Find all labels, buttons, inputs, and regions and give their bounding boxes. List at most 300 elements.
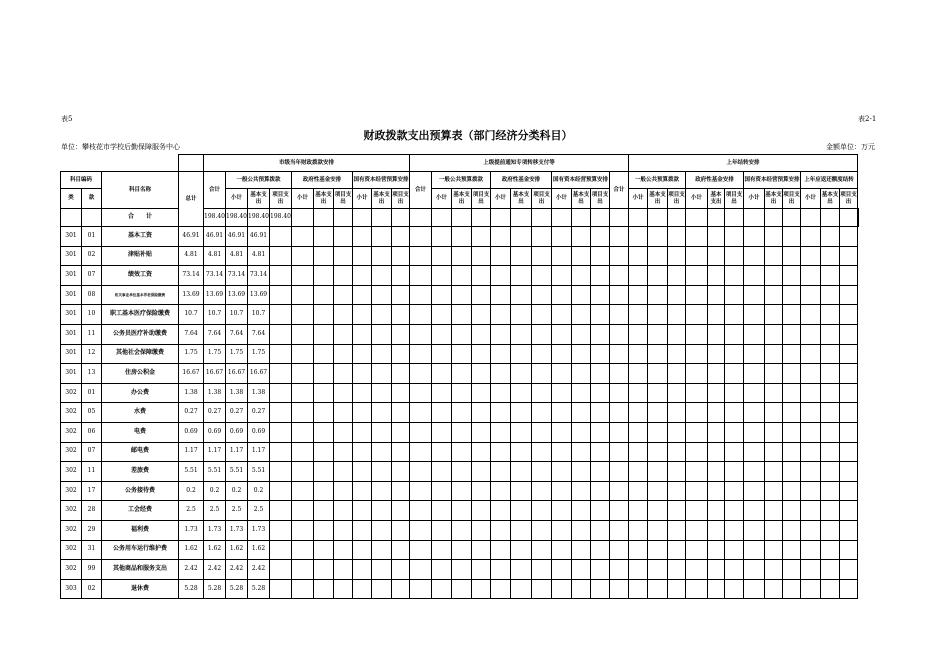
empty-cell [648, 481, 668, 501]
empty-cell [334, 227, 353, 247]
header-g1-general: 一般公共预算拨款 [226, 172, 292, 189]
empty-cell [765, 520, 783, 540]
empty-cell [353, 422, 372, 442]
empty-cell [552, 520, 572, 540]
empty-cell [491, 285, 511, 305]
empty-cell [270, 540, 292, 560]
empty-cell [668, 462, 686, 482]
empty-cell [821, 246, 840, 266]
empty-cell [491, 481, 511, 501]
empty-cell [686, 364, 708, 384]
empty-cell [801, 285, 821, 305]
empty-cell [591, 501, 610, 521]
empty-cell [472, 560, 491, 580]
header-basic-6: 基本支出 [572, 189, 591, 209]
empty-cell [686, 520, 708, 540]
empty-cell [472, 266, 491, 286]
empty-cell [334, 481, 353, 501]
category-cell [61, 209, 82, 227]
empty-cell [372, 227, 392, 247]
empty-cell [668, 422, 686, 442]
empty-cell [648, 501, 668, 521]
empty-cell [648, 520, 668, 540]
empty-cell [629, 227, 648, 247]
empty-cell [629, 520, 648, 540]
empty-cell [452, 501, 472, 521]
header-g1-sum: 合计 [204, 172, 226, 209]
empty-cell [610, 520, 629, 540]
empty-cell [353, 579, 372, 599]
empty-cell [821, 540, 840, 560]
empty-cell [629, 324, 648, 344]
empty-cell [572, 266, 591, 286]
empty-cell [708, 462, 725, 482]
total-cell: 198.40 [204, 209, 226, 227]
empty-cell [270, 344, 292, 364]
empty-cell [472, 481, 491, 501]
empty-cell [783, 403, 801, 423]
empty-cell [591, 442, 610, 462]
empty-cell [783, 520, 801, 540]
empty-cell [372, 364, 392, 384]
empty-cell [432, 246, 452, 266]
empty-cell [765, 305, 783, 325]
empty-cell [744, 324, 765, 344]
empty-cell [452, 364, 472, 384]
empty-cell [744, 246, 765, 266]
empty-cell [821, 579, 840, 599]
empty-cell [668, 481, 686, 501]
empty-cell [314, 422, 334, 442]
empty-cell [591, 285, 610, 305]
empty-cell [765, 344, 783, 364]
empty-cell [668, 344, 686, 364]
empty-cell [270, 403, 292, 423]
budget-table [60, 154, 859, 599]
g1-subtotal-cell: 2.5 [226, 501, 248, 521]
empty-cell [821, 227, 840, 247]
empty-cell [392, 422, 410, 442]
empty-cell [840, 540, 858, 560]
empty-cell [432, 364, 452, 384]
header-subtotal-10: 小计 [801, 189, 821, 209]
empty-cell [725, 364, 744, 384]
empty-cell [572, 227, 591, 247]
empty-cell [629, 481, 648, 501]
subject-name-cell: 公务员医疗补助缴费 [102, 324, 179, 344]
g1-sum-cell: 16.67 [204, 364, 226, 384]
empty-cell [372, 442, 392, 462]
g1-sum-cell: 1.62 [204, 540, 226, 560]
empty-cell [511, 560, 532, 580]
empty-cell [314, 501, 334, 521]
empty-cell [353, 305, 372, 325]
empty-cell [491, 422, 511, 442]
empty-cell [821, 364, 840, 384]
empty-cell [314, 560, 334, 580]
header-g3-fund: 政府性基金安排 [686, 172, 744, 189]
empty-cell [392, 344, 410, 364]
header-subtotal-6: 小计 [552, 189, 572, 209]
empty-cell [432, 462, 452, 482]
page-title: 财政拨款支出预算表（部门经济分类科目） [363, 129, 573, 142]
empty-cell [725, 344, 744, 364]
empty-cell [334, 540, 353, 560]
empty-cell [765, 364, 783, 384]
g1-subtotal-cell: 0.2 [226, 481, 248, 501]
empty-cell [783, 540, 801, 560]
total-cell: 4.81 [179, 246, 204, 266]
empty-cell [511, 579, 532, 599]
empty-cell [314, 364, 334, 384]
g1-sum-cell: 2.5 [204, 501, 226, 521]
empty-cell [410, 403, 432, 423]
empty-cell [591, 266, 610, 286]
category-cell: 301 [61, 285, 82, 305]
g1-basic-cell: 1.17 [248, 442, 270, 462]
empty-cell [532, 209, 552, 227]
empty-cell [591, 422, 610, 442]
empty-cell [292, 520, 314, 540]
empty-cell [410, 383, 432, 403]
empty-cell [648, 422, 668, 442]
empty-cell [292, 324, 314, 344]
header-basic-2: 基本支出 [314, 189, 334, 209]
empty-cell [353, 324, 372, 344]
empty-cell [840, 227, 858, 247]
empty-cell [432, 579, 452, 599]
header-project-9: 项目支出 [783, 189, 801, 209]
empty-cell [511, 227, 532, 247]
empty-cell [292, 540, 314, 560]
empty-cell [801, 227, 821, 247]
empty-cell [334, 364, 353, 384]
header-g3-general: 一般公共预算拨款 [629, 172, 686, 189]
empty-cell [801, 560, 821, 580]
header-g3-return: 上年应返还额度结转 [801, 172, 858, 189]
empty-cell [744, 305, 765, 325]
empty-cell [511, 246, 532, 266]
item-cell [82, 209, 102, 227]
empty-cell [821, 344, 840, 364]
empty-cell [610, 246, 629, 266]
empty-cell [392, 285, 410, 305]
empty-cell [314, 305, 334, 325]
table-row [61, 540, 859, 560]
empty-cell [629, 344, 648, 364]
header-total: 总计 [179, 172, 204, 227]
empty-cell [552, 305, 572, 325]
empty-cell [744, 285, 765, 305]
total-cell: 46.91 [179, 227, 204, 247]
empty-cell [353, 227, 372, 247]
empty-cell [372, 422, 392, 442]
empty-cell [610, 285, 629, 305]
empty-cell [840, 501, 858, 521]
empty-cell [821, 560, 840, 580]
empty-cell [314, 462, 334, 482]
empty-cell [591, 209, 610, 227]
empty-cell [668, 324, 686, 344]
item-cell: 29 [82, 520, 102, 540]
empty-cell [472, 462, 491, 482]
empty-cell [314, 324, 334, 344]
empty-cell [572, 481, 591, 501]
g1-subtotal-cell: 16.67 [226, 364, 248, 384]
empty-cell [610, 462, 629, 482]
header-basic-5: 基本支出 [511, 189, 532, 209]
empty-cell [629, 246, 648, 266]
g1-basic-cell: 73.14 [248, 266, 270, 286]
empty-cell [452, 520, 472, 540]
empty-cell [410, 422, 432, 442]
empty-cell [334, 422, 353, 442]
form-number: 表5 [61, 115, 73, 123]
empty-cell [452, 422, 472, 442]
header-subject-code: 科目编码 [61, 172, 102, 189]
empty-cell [292, 344, 314, 364]
empty-cell [532, 324, 552, 344]
empty-cell [801, 324, 821, 344]
empty-cell [708, 501, 725, 521]
table-row [61, 403, 859, 423]
header-basic-7: 基本支出 [648, 189, 668, 209]
empty-cell [725, 579, 744, 599]
empty-cell [629, 540, 648, 560]
empty-cell [511, 520, 532, 540]
empty-cell [821, 462, 840, 482]
empty-cell [840, 246, 858, 266]
total-cell: 73.14 [179, 266, 204, 286]
item-cell: 02 [82, 579, 102, 599]
empty-cell [610, 481, 629, 501]
empty-cell [511, 422, 532, 442]
empty-cell [708, 324, 725, 344]
header-basic-1: 基本支出 [248, 189, 270, 209]
header-project-4: 项目支出 [472, 189, 491, 209]
header-basic-8: 基本支出 [708, 189, 725, 209]
total-cell: 0.27 [179, 403, 204, 423]
empty-cell [801, 501, 821, 521]
g1-subtotal-cell: 46.91 [226, 227, 248, 247]
empty-cell [572, 285, 591, 305]
empty-cell [629, 501, 648, 521]
empty-cell [744, 462, 765, 482]
empty-cell [432, 422, 452, 442]
empty-cell [783, 462, 801, 482]
empty-cell [552, 422, 572, 442]
empty-cell [821, 383, 840, 403]
empty-cell [648, 462, 668, 482]
empty-cell [821, 501, 840, 521]
empty-cell [452, 579, 472, 599]
empty-cell [686, 560, 708, 580]
header-basic-10: 基本支出 [821, 189, 840, 209]
subject-name-cell: 差旅费 [102, 462, 179, 482]
empty-cell [708, 520, 725, 540]
empty-cell [552, 579, 572, 599]
empty-cell [725, 422, 744, 442]
empty-cell [821, 481, 840, 501]
g1-subtotal-cell: 2.42 [226, 560, 248, 580]
unit-label: 单位：攀枝花市学校后勤保障服务中心 [61, 143, 180, 151]
empty-cell [511, 462, 532, 482]
empty-cell [668, 403, 686, 423]
header-g2-fund: 政府性基金安排 [491, 172, 552, 189]
empty-cell [432, 305, 452, 325]
empty-cell [821, 403, 840, 423]
empty-cell [765, 403, 783, 423]
empty-cell [452, 481, 472, 501]
g1-basic-cell: 198.40 [270, 209, 292, 227]
empty-cell [708, 305, 725, 325]
total-cell: 1.38 [179, 383, 204, 403]
empty-cell [270, 246, 292, 266]
empty-cell [334, 501, 353, 521]
empty-cell [668, 560, 686, 580]
empty-cell [552, 246, 572, 266]
empty-cell [314, 403, 334, 423]
empty-cell [532, 403, 552, 423]
empty-cell [610, 442, 629, 462]
empty-cell [686, 266, 708, 286]
g1-subtotal-cell: 73.14 [226, 266, 248, 286]
empty-cell [572, 462, 591, 482]
empty-cell [511, 501, 532, 521]
empty-cell [668, 209, 686, 227]
g1-basic-cell: 13.69 [248, 285, 270, 305]
empty-cell [353, 540, 372, 560]
empty-cell [744, 364, 765, 384]
empty-cell [452, 442, 472, 462]
empty-cell [783, 209, 801, 227]
empty-cell [511, 383, 532, 403]
empty-cell [334, 209, 353, 227]
empty-cell [334, 579, 353, 599]
item-cell: 07 [82, 266, 102, 286]
empty-cell [801, 462, 821, 482]
empty-cell [591, 227, 610, 247]
subject-name-cell: 工会经费 [102, 501, 179, 521]
empty-cell [392, 383, 410, 403]
empty-cell [410, 481, 432, 501]
category-cell: 302 [61, 540, 82, 560]
empty-cell [591, 540, 610, 560]
empty-cell [410, 560, 432, 580]
empty-cell [708, 285, 725, 305]
empty-cell [610, 227, 629, 247]
empty-cell [591, 364, 610, 384]
total-cell: 1.62 [179, 540, 204, 560]
g1-subtotal-cell: 5.28 [226, 579, 248, 599]
empty-cell [270, 266, 292, 286]
g1-basic-cell: 1.75 [248, 344, 270, 364]
empty-cell [648, 266, 668, 286]
empty-cell [725, 209, 744, 227]
empty-cell [472, 422, 491, 442]
header-project-3: 项目支出 [392, 189, 410, 209]
empty-cell [353, 209, 372, 227]
g1-basic-cell: 7.64 [248, 324, 270, 344]
empty-cell [686, 462, 708, 482]
total-cell: 1.73 [179, 520, 204, 540]
empty-cell [629, 579, 648, 599]
g1-subtotal-cell: 10.7 [226, 305, 248, 325]
empty-cell [821, 305, 840, 325]
g1-sum-cell: 13.69 [204, 285, 226, 305]
empty-cell [591, 560, 610, 580]
empty-cell [314, 520, 334, 540]
category-cell: 302 [61, 403, 82, 423]
header-transfer: 上级提前通知专项转移支付等 [410, 155, 629, 172]
g1-sum-cell: 0.69 [204, 422, 226, 442]
empty-cell [410, 520, 432, 540]
empty-cell [452, 285, 472, 305]
header-g2-sum: 合计 [410, 172, 432, 209]
empty-cell [410, 501, 432, 521]
empty-cell [801, 520, 821, 540]
empty-cell [314, 344, 334, 364]
empty-cell [648, 344, 668, 364]
empty-cell [392, 403, 410, 423]
empty-cell [552, 383, 572, 403]
g1-basic-cell: 0.2 [248, 481, 270, 501]
empty-cell [452, 305, 472, 325]
category-cell: 301 [61, 266, 82, 286]
empty-cell [334, 285, 353, 305]
category-cell: 302 [61, 520, 82, 540]
empty-cell [552, 462, 572, 482]
header-subtotal-3: 小计 [353, 189, 372, 209]
empty-cell [392, 560, 410, 580]
form-code: 表2-1 [858, 115, 877, 123]
empty-cell [610, 403, 629, 423]
g1-basic-cell: 10.7 [248, 305, 270, 325]
empty-cell [392, 364, 410, 384]
empty-cell [708, 227, 725, 247]
empty-cell [511, 442, 532, 462]
empty-cell [801, 246, 821, 266]
header-g2-general: 一般公共预算拨款 [432, 172, 491, 189]
empty-cell [372, 305, 392, 325]
empty-cell [552, 540, 572, 560]
empty-cell [648, 209, 668, 227]
empty-cell [552, 285, 572, 305]
header-g3-capital: 国有资本经营预算安排 [744, 172, 801, 189]
empty-cell [292, 481, 314, 501]
empty-cell [532, 520, 552, 540]
empty-cell [334, 462, 353, 482]
subject-name-cell: 津贴补贴 [102, 246, 179, 266]
empty-cell [432, 560, 452, 580]
subject-name-cell: 机关事业单位基本养老保险缴费 [102, 285, 179, 305]
empty-cell [491, 266, 511, 286]
empty-cell [610, 324, 629, 344]
empty-cell [410, 462, 432, 482]
subject-name-cell: 电费 [102, 422, 179, 442]
table-row [61, 344, 859, 364]
category-cell: 303 [61, 579, 82, 599]
empty-cell [725, 481, 744, 501]
empty-cell [648, 285, 668, 305]
total-cell: 7.64 [179, 324, 204, 344]
empty-cell [372, 560, 392, 580]
empty-cell [292, 305, 314, 325]
empty-cell [708, 364, 725, 384]
empty-cell [410, 266, 432, 286]
empty-cell [353, 285, 372, 305]
empty-cell [292, 501, 314, 521]
